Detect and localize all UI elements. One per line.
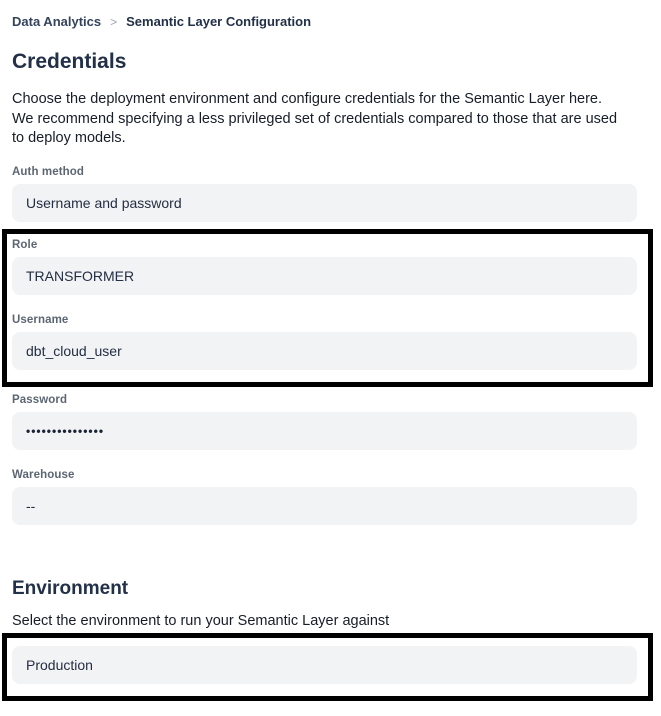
environment-description: Select the environment to run your Semantic Layer against — [12, 612, 390, 629]
role-label: Role — [12, 238, 38, 251]
username-value: dbt_cloud_user — [26, 342, 122, 359]
warehouse-input[interactable] — [12, 487, 637, 525]
role-field-group — [12, 239, 637, 295]
auth-method-value: Username and password — [26, 194, 182, 211]
username-field-group — [12, 314, 637, 370]
environment-select[interactable] — [12, 646, 637, 684]
warehouse-field-group — [12, 469, 637, 525]
password-label: Password — [12, 393, 68, 406]
credentials-section-title: Credentials — [12, 50, 127, 73]
highlight-box-environment — [2, 633, 653, 701]
auth-method-label: Auth method — [12, 165, 85, 178]
breadcrumb-separator-icon: > — [110, 14, 118, 29]
password-masked-value: ••••••••••••••• — [26, 423, 105, 438]
environment-value: Production — [26, 656, 93, 673]
breadcrumb-current-page: Semantic Layer Configuration — [126, 14, 312, 29]
username-label: Username — [12, 313, 69, 326]
environment-section-title: Environment — [12, 577, 129, 599]
breadcrumb-project-link[interactable]: Data Analytics — [12, 14, 102, 29]
password-input[interactable] — [12, 412, 637, 450]
role-value: TRANSFORMER — [26, 267, 135, 284]
breadcrumb — [12, 14, 637, 29]
credentials-description: Choose the deployment environment and configure credentials for the Semantic Layer here. We recommend specifying a less privileged set of credentials compared to those that are used to deploy models. — [12, 91, 618, 147]
warehouse-value: -- — [26, 497, 36, 514]
highlight-box-role-username — [2, 229, 653, 387]
password-field-group — [12, 394, 637, 450]
auth-method-field-group — [12, 166, 637, 222]
role-input[interactable] — [12, 257, 637, 295]
username-input[interactable] — [12, 332, 637, 370]
auth-method-input[interactable] — [12, 184, 637, 222]
warehouse-label: Warehouse — [12, 468, 75, 481]
